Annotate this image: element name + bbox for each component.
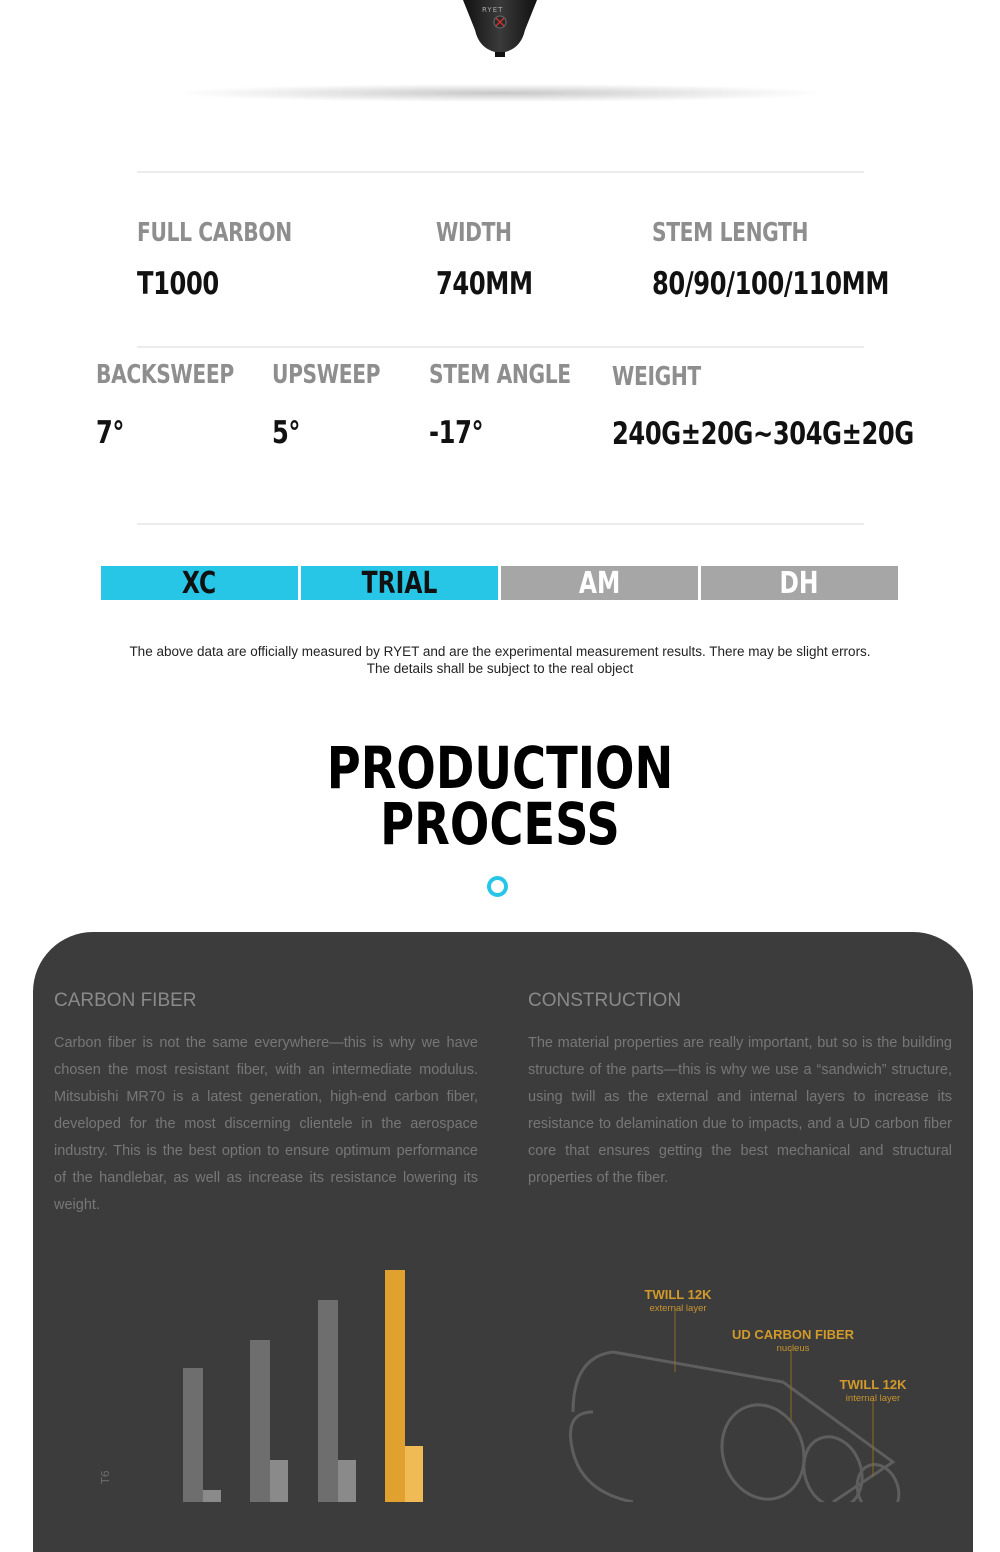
layer-sub-2: nucleus: [776, 1343, 810, 1354]
spec-label-upsweep: UPSWEEP: [272, 360, 381, 390]
spec-value-backsweep: 7°: [96, 415, 125, 451]
layer-sub-3: internal layer: [845, 1393, 901, 1404]
carbon-fiber-text: Carbon fiber is not the same everywhere—this is why we have chosen the most resistant fiber, with an intermediate modulus. Mitsubishi MR70 is a latest generation, high-end carbon fiber, developed for the most discerning clientele in the aerospace industry. This is the best option to ensure optimum performance of the handlebar, as well as increase its resistance lowering its weight.: [54, 1035, 478, 1213]
product-logo: RYET: [482, 6, 504, 14]
layer-name-1: TWILL 12K: [644, 1287, 712, 1302]
section-dot-icon: [487, 876, 508, 897]
usage-label-dh: DH: [779, 565, 819, 601]
usage-label-xc: XC: [182, 565, 217, 601]
fiber-comparison-chart: [33, 1252, 493, 1502]
construction-text: The material properties are really important, but so is the building structure of the parts—this is why we use a “sandwich” structure, using twill as the external and internal layers to increase its resistance to delamination due to impacts, and a UD carbon fiber core that ensures getting the best mechanical and structural properties of the fiber.: [528, 1035, 952, 1186]
section-title-line-2: PROCESS: [380, 790, 620, 858]
chart-bar-4: [385, 1270, 405, 1502]
chart-bar-2: [250, 1340, 270, 1502]
spec-label-backsweep: BACKSWEEP: [96, 360, 234, 390]
layer-name-3: TWILL 12K: [839, 1377, 907, 1392]
carbon-fiber-heading: CARBON FIBER: [54, 990, 197, 1011]
spec-value-stem-angle: -17°: [429, 415, 484, 451]
section-title: [0, 734, 1000, 858]
spec-label-width: WIDTH: [436, 218, 512, 248]
layer-sub-1: external layer: [649, 1303, 707, 1314]
spec-value-width: 740MM: [436, 266, 533, 302]
chart-bar-2b: [270, 1460, 288, 1502]
layer-label-twill-internal: [823, 1377, 923, 1404]
chart-bar-3b: [338, 1460, 356, 1502]
section-title-line-1: PRODUCTION: [326, 734, 674, 802]
spec-value-stem-length: 80/90/100/110MM: [652, 266, 890, 302]
production-panel: [33, 932, 973, 1552]
chart-bar-4b: [405, 1446, 423, 1502]
divider-middle: [137, 346, 864, 348]
spec-value-material: T1000: [137, 266, 219, 302]
disclaimer-text: The above data are officially measured by RYET and are the experimental measurement results. There may be slight errors. The details shall be subject to the real object: [129, 644, 871, 676]
layer-label-twill-external: [628, 1287, 728, 1314]
chart-bar-1b: [203, 1490, 221, 1502]
spec-label-material: FULL CARBON: [137, 218, 292, 248]
chart-axis-label: T6: [99, 1470, 112, 1484]
usage-segment-xc: [101, 566, 298, 600]
usage-segment-trial: [301, 566, 498, 600]
usage-segment-dh: [701, 566, 898, 600]
divider-top: [137, 171, 864, 173]
spec-value-upsweep: 5°: [272, 415, 301, 451]
usage-label-am: AM: [578, 565, 621, 601]
layer-name-2: UD CARBON FIBER: [731, 1327, 855, 1342]
spec-label-weight: WEIGHT: [612, 362, 701, 392]
product-shadow: [180, 84, 820, 102]
spec-label-stem-angle: STEM ANGLE: [429, 360, 571, 390]
construction-heading: CONSTRUCTION: [528, 990, 682, 1011]
usage-label-trial: TRIAL: [361, 565, 438, 601]
spec-label-stem-length: STEM LENGTH: [652, 218, 809, 248]
divider-bottom: [137, 523, 864, 525]
layer-label-ud-nucleus: [723, 1327, 863, 1354]
spec-value-weight: 240G±20G~304G±20G: [612, 416, 914, 452]
chart-bar-1: [183, 1368, 203, 1502]
chart-bar-3: [318, 1300, 338, 1502]
usage-segment-am: [501, 566, 698, 600]
